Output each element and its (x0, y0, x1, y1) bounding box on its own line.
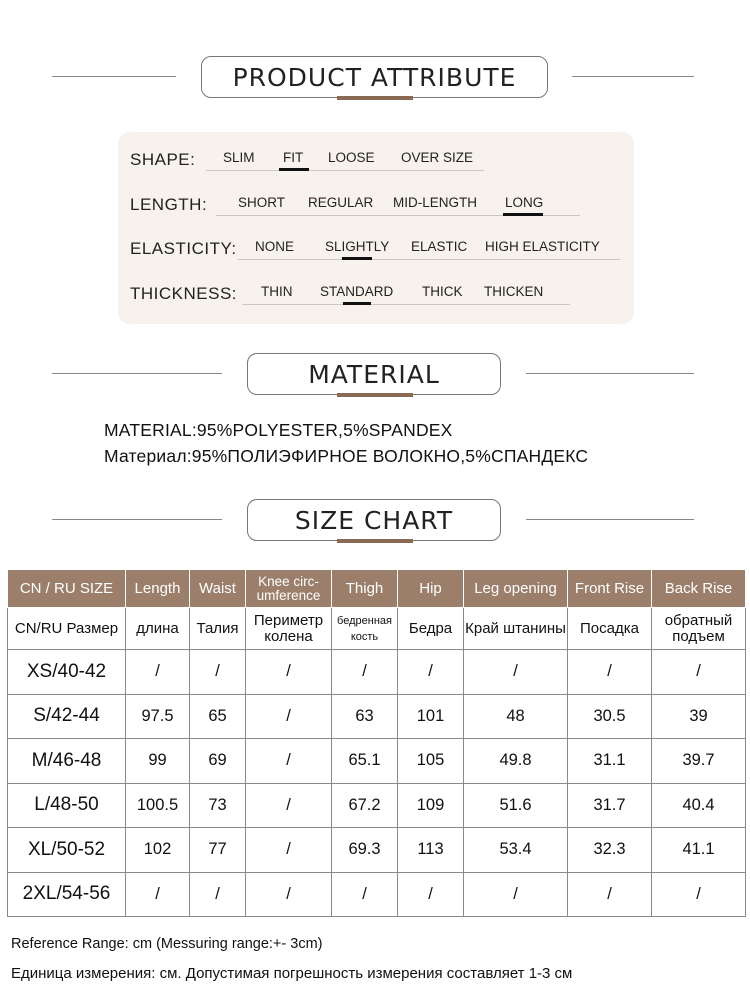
table-cell: / (246, 739, 332, 784)
attr-option: NONE (255, 239, 295, 254)
divider-left (52, 373, 222, 374)
attr-option: HIGH ELASTICITY (485, 239, 600, 254)
subheader-cell: Край штанины (464, 608, 568, 650)
table-cell: / (652, 872, 746, 917)
title-accent (337, 393, 413, 397)
table-cell: 41.1 (652, 828, 746, 873)
selected-marker (503, 213, 543, 216)
divider-right (526, 519, 694, 520)
table-cell: / (246, 650, 332, 695)
table-cell: 99 (126, 739, 190, 784)
size-label-cell: XS/40-42 (8, 650, 126, 695)
attr-row-thickness (118, 280, 634, 310)
attr-label: THICKNESS: (130, 284, 238, 303)
table-subheader-row (8, 608, 746, 650)
table-cell: 97.5 (126, 694, 190, 739)
subheader-cell: Талия (190, 608, 246, 650)
header-cell: Length (126, 570, 190, 608)
product-attribute-header (0, 56, 750, 104)
table-cell: 65.1 (332, 739, 398, 784)
table-cell: / (398, 872, 464, 917)
attr-row-elasticity (118, 235, 634, 265)
selected-marker (279, 168, 309, 171)
attr-option: STANDARD (320, 284, 394, 299)
size-rows (8, 650, 746, 917)
table-row (8, 828, 746, 873)
attr-option: SLIGHTLY (325, 239, 390, 254)
table-cell: 32.3 (568, 828, 652, 873)
attr-option: THICKEN (484, 284, 544, 299)
subheader-cell: Посадка (568, 608, 652, 650)
table-row (8, 783, 746, 828)
table-cell: 51.6 (464, 783, 568, 828)
divider-right (572, 76, 694, 77)
section-title (247, 353, 501, 395)
attr-row-length (118, 191, 634, 221)
table-cell: / (246, 872, 332, 917)
header-cell: Knee circ-umference (246, 570, 332, 608)
table-cell: 39.7 (652, 739, 746, 784)
section-title-text: SIZE CHART (294, 505, 454, 535)
table-cell: 69.3 (332, 828, 398, 873)
header-cell: Back Rise (652, 570, 746, 608)
table-cell: / (568, 872, 652, 917)
header-cell: Hip (398, 570, 464, 608)
table-cell: 69 (190, 739, 246, 784)
table-cell: / (464, 872, 568, 917)
table-cell: 101 (398, 694, 464, 739)
section-title (201, 56, 548, 98)
attr-option: ELASTIC (411, 239, 468, 254)
table-cell: / (246, 783, 332, 828)
header-cell: Thigh (332, 570, 398, 608)
table-row (8, 872, 746, 917)
size-label-cell: XL/50-52 (8, 828, 126, 873)
material-ru: Материал:95%ПОЛИЭФИРНОЕ ВОЛОКНО,5%СПАНДЕКС (104, 446, 589, 466)
size-label-cell: L/48-50 (8, 783, 126, 828)
table-cell: 49.8 (464, 739, 568, 784)
attr-label: SHAPE: (130, 150, 196, 169)
header-cell: Leg opening (464, 570, 568, 608)
table-cell: 73 (190, 783, 246, 828)
material-header (0, 353, 750, 401)
selected-marker (343, 302, 371, 305)
table-cell: / (246, 828, 332, 873)
table-cell: 77 (190, 828, 246, 873)
table-row (8, 739, 746, 784)
table-cell: / (332, 872, 398, 917)
table-cell: / (126, 872, 190, 917)
attr-option: SLIM (223, 150, 255, 165)
table-cell: 102 (126, 828, 190, 873)
table-cell: 109 (398, 783, 464, 828)
attr-option: OVER SIZE (401, 150, 474, 165)
subheader-cell: обратный подъем (652, 608, 746, 650)
attr-option: SHORT (238, 195, 286, 210)
table-cell: 100.5 (126, 783, 190, 828)
attr-option: THICK (422, 284, 463, 299)
table-cell: / (246, 694, 332, 739)
divider-right (526, 373, 694, 374)
reference-range-note-ru: Единица измерения: см. Допустимая погрешность измерения составляет 1-3 см (11, 965, 573, 982)
title-accent (337, 96, 413, 100)
reference-range-note: Reference Range: cm (Messuring range:+- 3cm) (11, 936, 323, 952)
attr-baseline (242, 304, 570, 305)
section-title-text: MATERIAL (308, 359, 440, 389)
subheader-cell: Периметр колена (246, 608, 332, 650)
table-cell: / (398, 650, 464, 695)
table-cell: 67.2 (332, 783, 398, 828)
size-label-cell: M/46-48 (8, 739, 126, 784)
material-en: MATERIAL:95%POLYESTER,5%SPANDEX (104, 420, 453, 440)
size-chart-table (7, 569, 746, 917)
table-cell: / (332, 650, 398, 695)
attr-option: FIT (283, 150, 304, 165)
subheader-cell: длина (126, 608, 190, 650)
size-chart-header (0, 499, 750, 547)
table-row (8, 694, 746, 739)
attribute-panel (118, 132, 634, 324)
attr-option: THIN (261, 284, 293, 299)
table-header-row (8, 570, 746, 608)
header-cell: Front Rise (568, 570, 652, 608)
table-cell: 31.1 (568, 739, 652, 784)
attr-option: REGULAR (308, 195, 374, 210)
table-cell: 53.4 (464, 828, 568, 873)
header-cell: CN / RU SIZE (8, 570, 126, 608)
attr-baseline (238, 259, 620, 260)
table-cell: / (464, 650, 568, 695)
table-cell: / (568, 650, 652, 695)
table-cell: 31.7 (568, 783, 652, 828)
table-cell: 30.5 (568, 694, 652, 739)
table-cell: 40.4 (652, 783, 746, 828)
subheader-cell: бедренная кость (332, 608, 398, 650)
attr-option: LOOSE (328, 150, 375, 165)
table-cell: / (190, 650, 246, 695)
subheader-cell: Бедра (398, 608, 464, 650)
attr-option: LONG (505, 195, 544, 210)
table-cell: 113 (398, 828, 464, 873)
table-cell: / (126, 650, 190, 695)
selected-marker (342, 257, 372, 260)
size-label-cell: 2XL/54-56 (8, 872, 126, 917)
divider-left (52, 519, 222, 520)
header-cell: Waist (190, 570, 246, 608)
table-cell: 65 (190, 694, 246, 739)
table-cell: 105 (398, 739, 464, 784)
divider-left (52, 76, 176, 77)
table-cell: / (190, 872, 246, 917)
attr-row-shape (118, 146, 634, 176)
attr-option: MID-LENGTH (393, 195, 477, 210)
attr-label: ELASTICITY: (130, 239, 237, 258)
subheader-cell: CN/RU Размер (8, 608, 126, 650)
table-row (8, 650, 746, 695)
size-label-cell: S/42-44 (8, 694, 126, 739)
attr-baseline (206, 170, 484, 171)
table-cell: / (652, 650, 746, 695)
section-title (247, 499, 501, 541)
table-cell: 63 (332, 694, 398, 739)
attr-label: LENGTH: (130, 195, 208, 214)
table-cell: 39 (652, 694, 746, 739)
section-title-text: PRODUCT ATTRIBUTE (232, 62, 517, 92)
table-cell: 48 (464, 694, 568, 739)
title-accent (337, 539, 413, 543)
